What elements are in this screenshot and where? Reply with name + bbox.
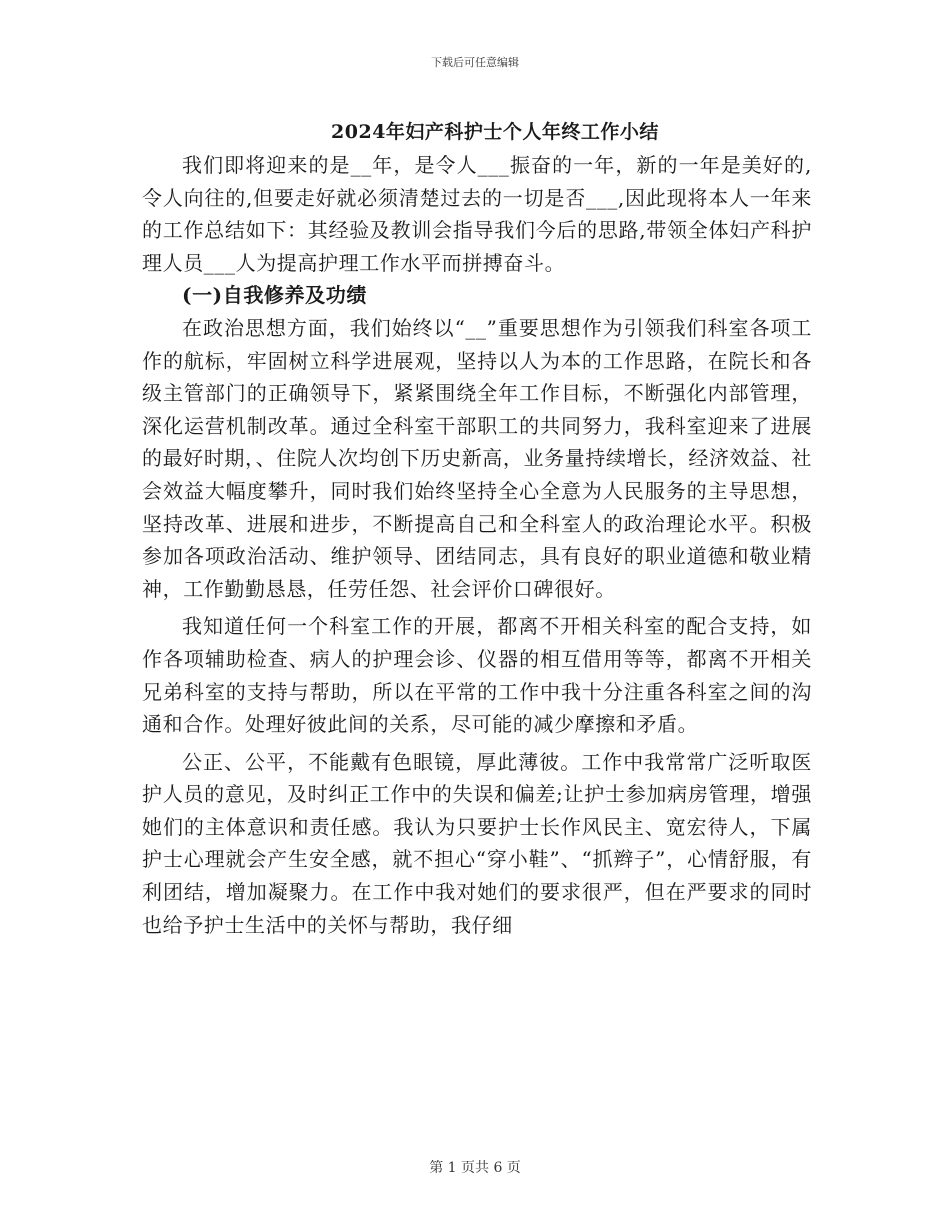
paragraph-intro: 我们即将迎来的是__年，是令人___振奋的一年，新的一年是美好的,令人向往的,但要走好就必须清楚过去的一切是否___,因此现将本人一年来的工作总结如下：其经验及教训会指导我们今后的思路,带领全体妇产科护理人员___人为提高护理工作水平而拼搏奋斗。 [142,153,812,275]
paragraph-cooperation: 我知道任何一个科室工作的开展，都离不开相关科室的配合支持，如作各项辅助检查、病人的护理会诊、仪器的相互借用等等，都离不开相关兄弟科室的支持与帮助，所以在平常的工作中我十分注重各科室之间的沟通和合作。处理好彼此间的关系，尽可能的减少摩擦和矛盾。 [142,614,812,737]
page-header-note: 下载后可任意编辑 [431,56,519,69]
page-number: 第 1 页共 6 页 [429,1160,521,1176]
document-title: 2024年妇产科护士个人年终工作小结 [331,121,659,143]
document-body [142,149,812,941]
section-heading: (一)自我修养及功绩 [182,283,367,308]
paragraph-fairness: 公正、公平，不能戴有色眼镜，厚此薄彼。工作中我常常广泛听取医护人员的意见，及时纠正工作中的失误和偏差;让护士参加病房管理，增强她们的主体意识和责任感。我认为只要护士长作风民主、宽宏待人，下属护士心理就会产生安全感，就不担心“穿小鞋”、“抓辫子”，心情舒服，有利团结，增加凝聚力。在工作中我对她们的要求很严，但在严要求的同时也给予护士生活中的关怀与帮助，我仔细 [142,749,812,937]
paragraph-politics: 在政治思想方面，我们始终以“__”重要思想作为引领我们科室各项工作的航标，牢固树立科学进展观，坚持以人为本的工作思路，在院长和各级主管部门的正确领导下，紧紧围绕全年工作目标，不断强化内部管理，深化运营机制改革。通过全科室干部职工的共同努力，我科室迎来了进展的最好时期，、住院人次均创下历史新高，业务量持续增长，经济效益、社会效益大幅度攀升，同时我们始终坚持全心全意为人民服务的主导思想，坚持改革、进展和进步，不断提高自己和全科室人的政治理论水平。积极参加各项政治活动、维护领导、团结同志，具有良好的职业道德和敬业精神，工作勤勤恳恳，任劳任怨、社会评价口碑很好。 [142,315,812,601]
